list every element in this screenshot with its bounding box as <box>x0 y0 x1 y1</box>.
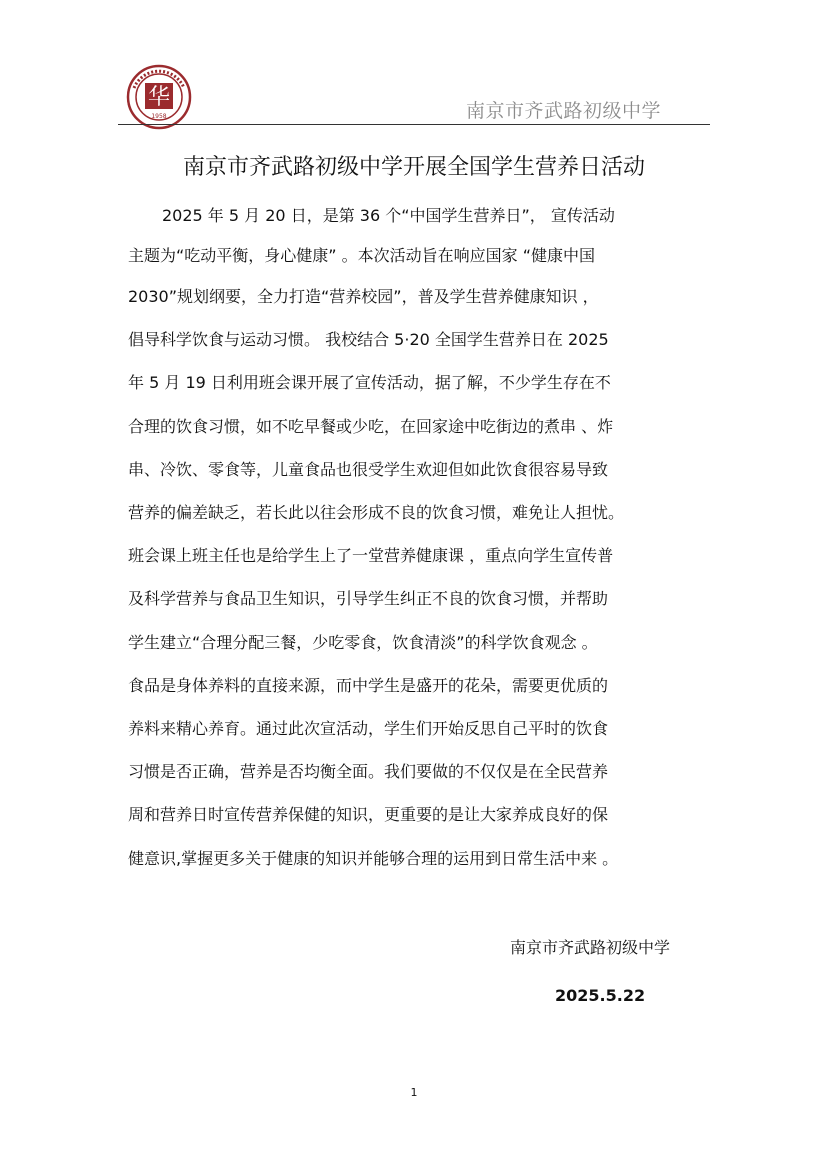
body-line: 营养的偏差缺乏，若长此以往会形成不良的饮食习惯，难免让人担忧。 <box>128 503 625 522</box>
body-line: 串、冷饮、零食等，儿童食品也很受学生欢迎但如此饮食很容易导致 <box>128 460 609 479</box>
body-line: 主题为“吃动平衡，身心健康” 。本次活动旨在响应国家 “健康中国 <box>128 246 596 265</box>
body-line: 及科学营养与食品卫生知识，引导学生纠正不良的饮食习惯，并帮助 <box>128 589 609 608</box>
body-line: 倡导科学饮食与运动习惯。 我校结合 5·20 全国学生营养日在 2025 <box>128 330 609 349</box>
signature-date: 2025.5.22 <box>555 986 646 1005</box>
body-line: 学生建立“合理分配三餐，少吃零食，饮食清淡”的科学饮食观念 。 <box>128 633 598 652</box>
svg-text:华: 华 <box>147 85 171 110</box>
header-divider <box>118 124 710 125</box>
body-line: 班会课上班主任也是给学生上了一堂营养健康课 ，重点向学生宣传普 <box>128 546 614 565</box>
body-line: 健意识,掌握更多关于健康的知识并能够合理的运用到日常生活中来 。 <box>128 849 619 868</box>
body-line: 食品是身体养料的直接来源，而中学生是盛开的花朵，需要更优质的 <box>128 676 609 695</box>
body-line: 2025 年 5 月 20 日，是第 36 个“中国学生营养日”， 宣传活动 <box>162 206 615 225</box>
body-line: 养料来精心养育。通过此次宣活动，学生们开始反思自己平时的饮食 <box>128 719 609 738</box>
page-number: 1 <box>410 1086 418 1099</box>
document-title: 南京市齐武路初级中学开展全国学生营养日活动 <box>182 155 645 180</box>
body-line: 2030”规划纲要，全力打造“营养校园”，普及学生营养健康知识 ， <box>128 287 599 306</box>
body-line: 周和营养日时宣传营养保健的知识，更重要的是让大家养成良好的保 <box>128 805 609 824</box>
signature-school: 南京市齐武路初级中学 <box>510 938 671 957</box>
body-line: 年 5 月 19 日利用班会课开展了宣传活动，据了解，不少学生存在不 <box>128 373 611 392</box>
body-line: 合理的饮食习惯，如不吃早餐或少吃，在回家途中吃街边的煮串 、炸 <box>128 417 614 436</box>
body-line: 习惯是否正确，营养是否均衡全面。我们要做的不仅仅是在全民营养 <box>128 762 609 781</box>
header-school-name: 南京市齐武路初级中学 <box>466 100 662 122</box>
svg-text:1958: 1958 <box>151 113 167 120</box>
school-logo <box>126 64 192 130</box>
